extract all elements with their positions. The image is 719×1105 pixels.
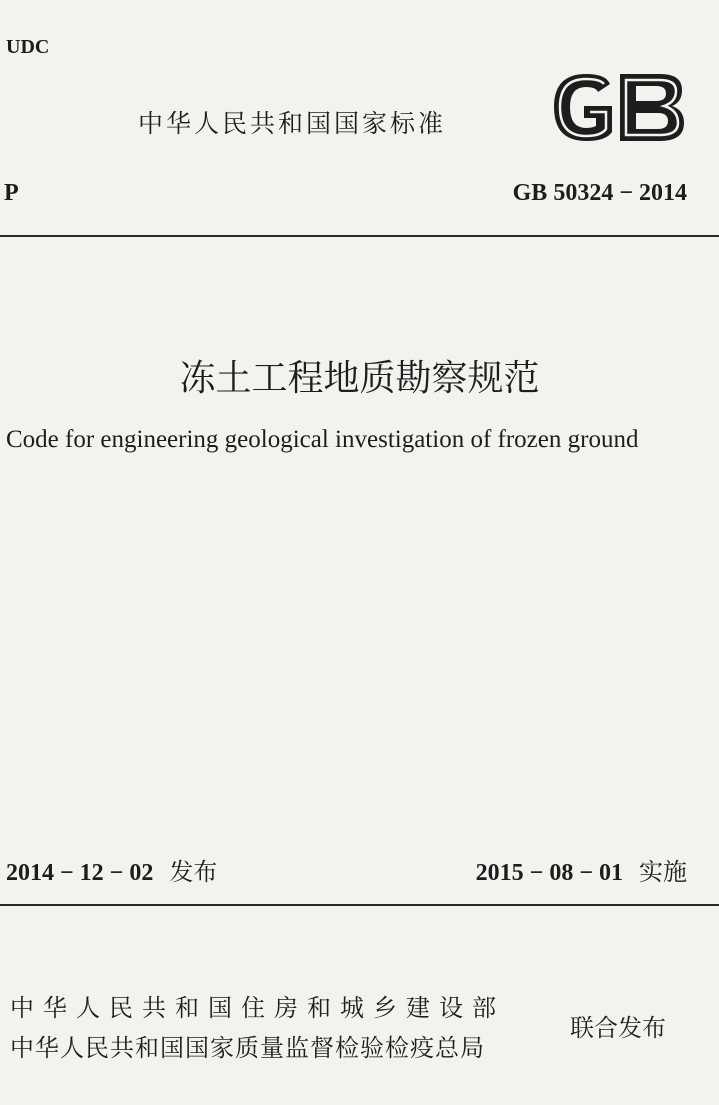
issue-date-block bbox=[6, 852, 217, 887]
effective-date: 2015 − 08 − 01 bbox=[475, 860, 623, 886]
national-standard-label: 中华人民共和国国家标准 bbox=[138, 109, 447, 138]
effective-label: 实施 bbox=[639, 858, 687, 886]
issue-label: 发布 bbox=[169, 858, 218, 886]
title-english: Code for engineering geological investigation of frozen ground bbox=[6, 426, 639, 453]
udc-label: UDC bbox=[6, 36, 50, 58]
issue-date: 2014 − 12 − 02 bbox=[6, 860, 154, 886]
standard-number: GB 50324 − 2014 bbox=[512, 180, 687, 206]
joint-publish-label: 联合发布 bbox=[570, 1014, 666, 1042]
publisher-aqsiq: 中华人民共和国国家质量监督检验检疫总局 bbox=[10, 1034, 485, 1062]
publisher-ministry: 中华人民共和国住房和城乡建设部 bbox=[10, 994, 505, 1022]
title-chinese: 冻土工程地质勘察规范 bbox=[179, 358, 540, 398]
effective-date-block bbox=[476, 852, 687, 887]
top-divider bbox=[0, 235, 719, 237]
classification-code: P bbox=[4, 180, 19, 206]
gb-logo-icon bbox=[548, 70, 688, 145]
bottom-divider bbox=[0, 904, 719, 906]
